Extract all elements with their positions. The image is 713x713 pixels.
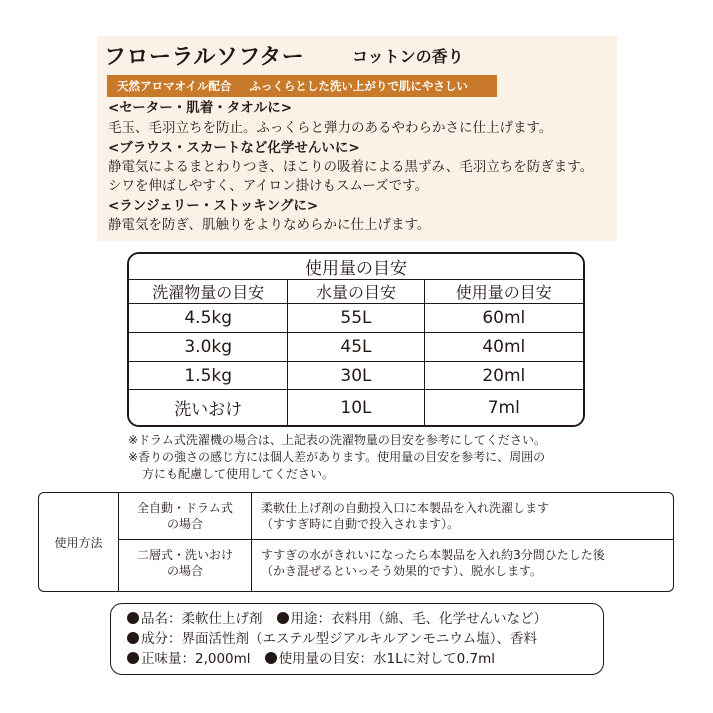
info-row xyxy=(127,630,537,648)
bullet-icon xyxy=(127,652,139,664)
info-ingredients: 成分：界面活性剤（エステル型ジアルキルアンモニウム塩）、香料 xyxy=(141,631,537,647)
bullet-icon xyxy=(265,652,277,664)
table-cell: 洗いおけ xyxy=(129,390,288,425)
section-text: 静電気を防ぎ、肌触りをよりなめらかに仕上げます。 xyxy=(108,217,431,233)
mode-name-line: の場合 xyxy=(166,564,203,578)
divider xyxy=(251,493,252,591)
info-row xyxy=(127,650,495,668)
table-cell: 60ml xyxy=(424,304,583,333)
mode-desc-twin-tub xyxy=(261,547,605,579)
table-cell: 55L xyxy=(288,304,424,333)
section-text: シワを伸ばしやすく、アイロン掛けもスムーズです。 xyxy=(108,178,429,194)
table-cell: 20ml xyxy=(424,361,583,390)
column-header: 水量の目安 xyxy=(288,280,424,304)
mode-desc-line: （すすぎ時に自動で投入されます）。 xyxy=(261,517,460,531)
table-cell: 45L xyxy=(288,332,424,361)
table-caption: 使用量の目安 xyxy=(129,254,583,280)
banner-text-1: 天然アロマオイル配合 xyxy=(117,79,232,93)
mode-name-twin-tub xyxy=(119,547,251,579)
bullet-icon xyxy=(127,612,139,624)
product-title: フローラルソフター xyxy=(104,45,305,70)
mode-desc-line: すすぎの水がきれいになったら本製品を入れ約3分間ひたした後 xyxy=(261,548,605,562)
product-info-box xyxy=(110,603,604,675)
info-row xyxy=(127,610,547,628)
table-cell: 10L xyxy=(288,390,424,425)
section-text: 毛玉、毛羽立ちを防止。ふっくらと弾力のあるやわらかさに仕上げます。 xyxy=(108,120,553,136)
section-heading-blouse: <ブラウス・スカートなど化学せんいに> xyxy=(108,140,360,156)
table-cell: 40ml xyxy=(424,332,583,361)
bullet-icon xyxy=(127,632,139,644)
mode-desc-automatic xyxy=(261,500,549,532)
section-heading-lingerie: <ランジェリー・ストッキングに> xyxy=(108,198,319,214)
usage-amount-table xyxy=(127,252,585,427)
table-cell: 1.5kg xyxy=(129,361,288,390)
mode-name-line: 二層式・洗いおけ xyxy=(136,548,233,562)
info-dosage: 使用量の目安：水1Lに対して0.7ml xyxy=(278,651,496,667)
feature-banner xyxy=(107,75,497,97)
mode-desc-line: （かき混ぜるといっそう効果的です）、脱水します。 xyxy=(261,564,543,578)
usage-method-label: 使用方法 xyxy=(54,535,103,550)
table-row xyxy=(129,332,583,361)
mode-name-line: の場合 xyxy=(166,517,203,531)
banner-text-2: ふっくらとした洗い上がりで肌にやさしい xyxy=(249,79,468,93)
table-cell: 4.5kg xyxy=(129,304,288,333)
note-scent: ※香りの強さの感じ方には個人差があります。使用量の目安を参考に、周囲の xyxy=(128,450,546,464)
section-text: 静電気によるまとわりつき、ほこりの吸着による黒ずみ、毛羽立ちを防ぎます。 xyxy=(108,159,594,175)
info-net: 正味量：2,000ml xyxy=(141,651,251,667)
usage-method-box xyxy=(38,492,674,592)
product-subtitle: コットンの香り xyxy=(352,47,464,66)
column-header: 使用量の目安 xyxy=(424,280,583,304)
mode-desc-line: 柔軟仕上げ剤の自動投入口に本製品を入れ洗濯します xyxy=(261,501,550,515)
table-cell: 3.0kg xyxy=(129,332,288,361)
note-drum: ※ドラム式洗濯機の場合は、上記表の洗濯物量の目安を参考にしてください。 xyxy=(128,433,546,447)
table-row xyxy=(129,304,583,333)
info-use: 用途：衣料用（綿、毛、化学せんいなど） xyxy=(290,611,547,627)
divider xyxy=(118,539,674,540)
mode-name-line: 全自動・ドラム式 xyxy=(137,501,233,515)
bullet-icon xyxy=(277,612,289,624)
table-row xyxy=(129,390,583,425)
note-scent-cont: 方にも配慮して使用してください。 xyxy=(142,467,335,481)
mode-name-automatic xyxy=(119,500,251,532)
info-product-name: 品名：柔軟仕上げ剤 xyxy=(141,611,263,627)
section-heading-sweater: <セーター・肌着・タオルに> xyxy=(108,100,293,116)
table-cell: 30L xyxy=(288,361,424,390)
table-cell: 7ml xyxy=(424,390,583,425)
column-header: 洗濯物量の目安 xyxy=(129,280,288,304)
table-row xyxy=(129,361,583,390)
